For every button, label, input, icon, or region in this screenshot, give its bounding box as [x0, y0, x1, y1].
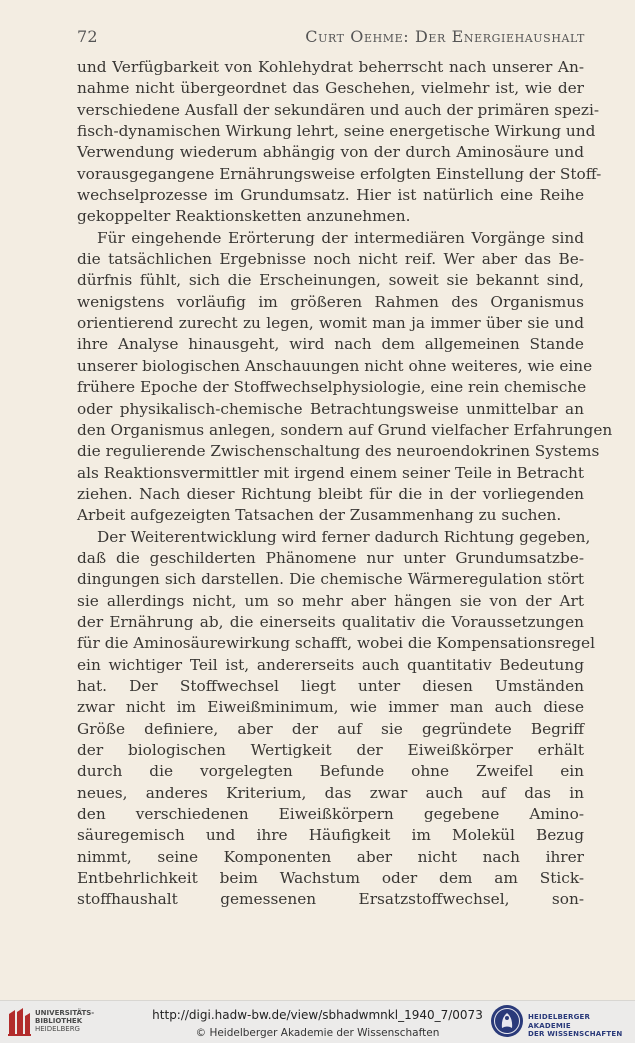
text-line: daß die geschilderten Phänomene nur unter Grundumsatzbe-: [77, 548, 584, 567]
text-line: säuregemisch und ihre Häufigkeit im Molekül Bezug: [77, 826, 584, 845]
text-line: ihre Analyse hinausgeht, wird nach dem allgemeinen Stande: [77, 335, 584, 354]
text-line: neues, anderes Kriterium, das zwar auch auf das in: [77, 783, 584, 802]
text-line: als Reaktionsvermittler mit irgend einem seiner Teile in Betracht: [77, 463, 584, 482]
text-line: Für eingehende Erörterung der intermediären Vorgänge sind: [97, 228, 584, 247]
text-line: Der Weiterentwicklung wird ferner dadurch Richtung gegeben,: [97, 527, 591, 546]
text-line: sie allerdings nicht, um so mehr aber hängen sie von der Art: [77, 591, 584, 610]
text-line: nahme nicht übergeordnet das Geschehen, vielmehr ist, wie der: [77, 79, 584, 98]
text-line: wenigstens vorläufig im größeren Rahmen des Organismus: [77, 292, 584, 311]
text-line: und Verfügbarkeit von Kohlehydrat beherrscht nach unserer An-: [77, 58, 584, 76]
text-line: stoffhaushalt gemessenen Ersatzstoffwechsel, son-: [77, 890, 584, 909]
text-line: verschiedene Ausfall der sekundären und auch der primären spezi-: [77, 100, 600, 119]
text-line: Arbeit aufgezeigten Tatsachen der Zusammenhang zu suchen.: [77, 506, 562, 525]
text-line: der biologischen Wertigkeit der Eiweißkörper erhält: [77, 741, 584, 759]
text-line: Größe definiere, aber der auf sie gegründete Begriff: [77, 719, 584, 738]
running-title: Curt Oehme: Der Energiehaushalt: [305, 27, 585, 46]
text-line: frühere Epoche der Stoffwechselphysiologie, eine rein chemische: [77, 378, 587, 397]
text-line: den verschiedenen Eiweißkörpern gegebene Amino-: [77, 805, 584, 824]
text-line: ziehen. Nach dieser Richtung bleibt für die in der vorliegenden: [77, 484, 584, 503]
academy-label: HEIDELBERGER AKADEMIE DER WISSENSCHAFTEN: [528, 1013, 623, 1038]
text-line: die regulierende Zwischenschaltung des neuroendokrinen Systems: [77, 442, 600, 461]
page-number: 72: [77, 27, 98, 46]
body-text: [77, 57, 613, 911]
text-line: ein wichtiger Teil ist, andererseits auch quantitativ Bedeutung: [77, 655, 584, 674]
copyright-notice: © Heidelberger Akademie der Wissenschaften: [195, 1027, 440, 1039]
text-line: dürfnis fühlt, sich die Erscheinungen, soweit sie bekannt sind,: [77, 271, 584, 290]
text-line: wechselprozesse im Grundumsatz. Hier ist natürlich eine Reihe: [77, 186, 584, 205]
page-header: [77, 27, 585, 46]
text-line: durch die vorgelegten Befunde ohne Zweifel ein: [77, 762, 584, 781]
text-line: oder physikalisch-chemische Betrachtungsweise unmittelbar an: [77, 399, 584, 418]
text-line: orientierend zurecht zu legen, womit man ja immer über sie und: [77, 314, 584, 333]
text-line: gekoppelter Reaktionsketten anzunehmen.: [77, 207, 411, 226]
text-line: fisch-dynamischen Wirkung lehrt, seine energetische Wirkung und: [77, 122, 596, 141]
source-url-link[interactable]: http://digi.hadw-bw.de/view/sbhadwmnkl_1940_7/0073: [152, 1008, 483, 1022]
text-line: für die Aminosäurewirkung schafft, wobei die Kompensationsregel: [77, 634, 595, 653]
text-line: dingungen sich darstellen. Die chemische Wärmeregulation stört: [77, 570, 584, 589]
text-line: unserer biologischen Anschauungen nicht ohne weiteres, wie eine: [77, 356, 593, 375]
university-library-label: UNIVERSITÄTS- BIBLIOTHEK HEIDELBERG: [35, 1009, 95, 1033]
text-line: zwar nicht im Eiweißminimum, wie immer man auch diese: [77, 698, 584, 717]
text-line: Verwendung wiederum abhängig von der durch Aminosäure und: [77, 143, 584, 162]
footer-bar: [0, 1000, 635, 1043]
text-line: Entbehrlichkeit beim Wachstum oder dem am Stick-: [77, 869, 584, 888]
text-line: nimmt, seine Komponenten aber nicht nach ihrer: [77, 847, 584, 866]
text-line: der Ernährung ab, die einerseits qualitativ die Voraussetzungen: [77, 612, 584, 631]
text-line: die tatsächlichen Ergebnisse noch nicht reif. Wer aber das Be-: [77, 250, 584, 269]
academy-seal-icon: [490, 1004, 524, 1038]
text-line: vorausgegangene Ernährungsweise erfolgten Einstellung der Stoff-: [77, 164, 602, 183]
text-line: den Organismus anlegen, sondern auf Grund vielfacher Erfahrungen: [77, 420, 613, 439]
text-line: hat. Der Stoffwechsel liegt unter diesen Umständen: [77, 676, 584, 695]
